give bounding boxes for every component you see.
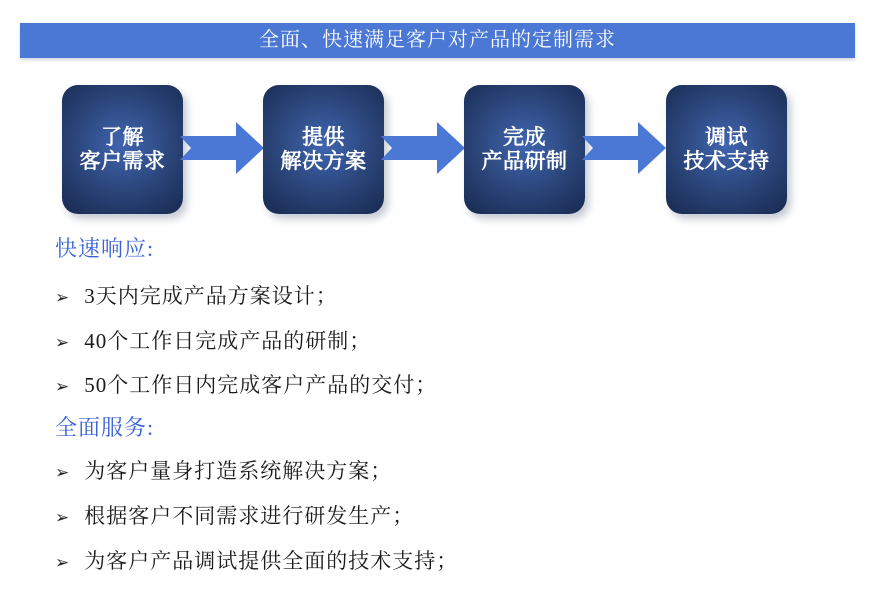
step-line2: 技术支持 xyxy=(683,149,770,173)
step-line1: 调试 xyxy=(705,125,748,149)
flow-arrow-icon xyxy=(582,121,666,175)
flow-arrow-icon xyxy=(180,121,264,175)
list-item-text: 为客户产品调试提供全面的技术支持； xyxy=(84,549,459,573)
arrowhead-bullet-icon: ➢ xyxy=(55,553,70,573)
arrowhead-bullet-icon: ➢ xyxy=(55,288,70,308)
list-item-text: 根据客户不同需求进行研发生产； xyxy=(84,504,415,528)
arrow-shape xyxy=(381,122,465,174)
flow-step-debug-support xyxy=(666,85,787,214)
arrowhead-bullet-icon: ➢ xyxy=(55,377,70,397)
list-item xyxy=(55,458,392,486)
step-line2: 客户需求 xyxy=(79,149,166,173)
flow-step-understand-needs xyxy=(62,85,183,214)
list-item-text: 为客户量身打造系统解决方案； xyxy=(84,459,393,483)
list-item xyxy=(55,503,414,531)
arrow-shape xyxy=(582,122,666,174)
list-item xyxy=(55,372,437,400)
arrowhead-bullet-icon: ➢ xyxy=(55,508,70,528)
list-item-text: 50个工作日内完成客户产品的交付； xyxy=(84,373,438,397)
list-item-text: 40个工作日完成产品的研制； xyxy=(84,329,372,353)
section-heading-quick-response: 快速响应: xyxy=(55,236,155,261)
step-line2: 产品研制 xyxy=(481,149,568,173)
page-title: 全面、快速满足客户对产品的定制需求 xyxy=(259,29,616,51)
section-heading-full-service: 全面服务: xyxy=(55,415,155,440)
arrowhead-bullet-icon: ➢ xyxy=(55,333,70,353)
flow-step-provide-solution xyxy=(263,85,384,214)
flow-arrow-icon xyxy=(381,121,465,175)
step-line1: 完成 xyxy=(503,125,546,149)
list-item xyxy=(55,328,371,356)
list-item xyxy=(55,548,458,576)
flow-step-complete-development xyxy=(464,85,585,214)
list-item xyxy=(55,283,338,311)
step-line1: 提供 xyxy=(302,125,345,149)
arrow-shape xyxy=(180,122,264,174)
arrowhead-bullet-icon: ➢ xyxy=(55,463,70,483)
list-item-text: 3天内完成产品方案设计； xyxy=(84,284,338,308)
page-title-banner xyxy=(20,23,855,58)
step-line2: 解决方案 xyxy=(280,149,367,173)
step-line1: 了解 xyxy=(101,125,144,149)
